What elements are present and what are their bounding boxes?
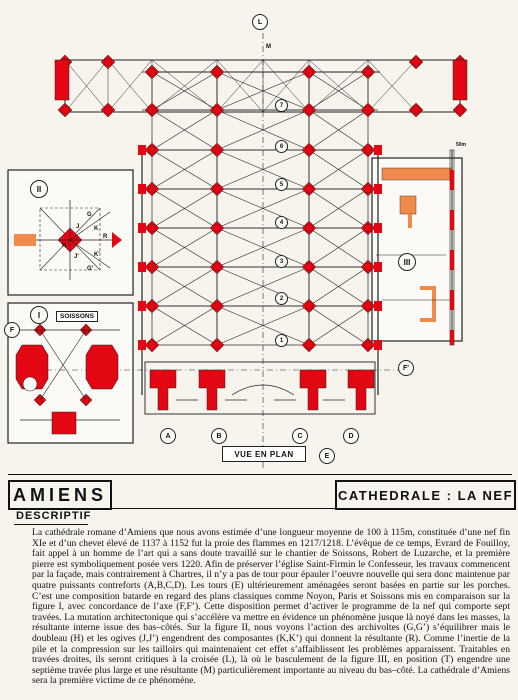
plan-caption: VUE EN PLAN <box>222 446 306 462</box>
fig1-tower-right <box>86 345 118 389</box>
fig3-pier-stem <box>408 214 412 228</box>
side-buttress <box>374 184 382 194</box>
side-buttress <box>374 340 382 350</box>
fig2-letter-R: R <box>103 234 108 240</box>
side-buttress <box>374 262 382 272</box>
buttress-B <box>199 370 225 410</box>
scale-label: 50m <box>456 142 467 148</box>
pillar-core <box>365 69 371 75</box>
buttress-A <box>150 370 176 410</box>
axis-label-M: M <box>266 44 271 50</box>
figure-III-frame <box>372 158 462 341</box>
pillar-core <box>105 107 111 113</box>
axis-label-F: F <box>4 322 20 338</box>
pillar-core <box>306 147 312 153</box>
pillar-core <box>306 225 312 231</box>
figure-II-label: II <box>30 180 48 198</box>
fig2-letter-J-prime: J' <box>74 254 79 260</box>
pillar-core <box>149 186 155 192</box>
buttress-D <box>348 370 374 410</box>
axis-label-D: D <box>343 428 359 444</box>
fig3-pier <box>400 196 416 214</box>
pillar-core <box>306 303 312 309</box>
pillar-core <box>214 186 220 192</box>
pillar-core <box>306 186 312 192</box>
pillar-core <box>306 69 312 75</box>
side-buttress <box>138 223 146 233</box>
fig2-letter-H: H <box>62 243 67 249</box>
figure-III-label: III <box>398 253 416 271</box>
pillar-core <box>214 107 220 113</box>
side-buttress <box>374 301 382 311</box>
fig3-arm-bottom <box>420 318 436 322</box>
pillar-core <box>365 107 371 113</box>
pillar-core <box>413 59 419 65</box>
pillar-core <box>365 342 371 348</box>
side-buttress <box>374 145 382 155</box>
axis-label-C: C <box>292 428 308 444</box>
pillar-core <box>214 342 220 348</box>
pillar-core <box>149 225 155 231</box>
pillar-core <box>149 342 155 348</box>
pillar-core <box>214 147 220 153</box>
transept-buttress-left <box>55 60 69 100</box>
fig2-letter-J: J <box>76 224 80 230</box>
figure-I-label: I <box>30 306 48 324</box>
fig2-letter-G-prime: G' <box>87 266 94 272</box>
fig2-letter-G: G <box>87 212 92 218</box>
divider-bottom <box>8 508 512 509</box>
pillar-core <box>413 107 419 113</box>
description-heading-underline <box>14 524 88 525</box>
bay-number-3: 3 <box>275 255 288 268</box>
page-title: AMIENS <box>8 480 112 510</box>
pillar-core <box>306 342 312 348</box>
description-heading: DESCRIPTIF <box>16 510 92 522</box>
pillar-core <box>62 107 68 113</box>
pillar-core <box>149 69 155 75</box>
transept-buttress-right <box>453 60 467 100</box>
pillar-core <box>365 264 371 270</box>
fig1-portal <box>52 412 76 434</box>
bay-number-6: 6 <box>275 140 288 153</box>
axis-label-B: B <box>211 428 227 444</box>
bay-number-5: 5 <box>275 178 288 191</box>
bay-number-7: 7 <box>275 99 288 112</box>
side-buttress <box>138 145 146 155</box>
side-buttress <box>138 184 146 194</box>
axis-label-F-prime: F' <box>398 360 414 376</box>
pillar-core <box>306 264 312 270</box>
fig3-beam-top <box>382 168 452 180</box>
pillar-core <box>214 303 220 309</box>
pillar-core <box>214 264 220 270</box>
side-buttress <box>138 340 146 350</box>
pillar-core <box>457 107 463 113</box>
buttress-C <box>300 370 326 410</box>
side-buttress <box>138 301 146 311</box>
bay-number-4: 4 <box>275 216 288 229</box>
pillar-core <box>214 225 220 231</box>
page-subtitle: CATHEDRALE : LA NEF <box>335 480 516 510</box>
description-text: La cathédrale romane d’Amiens que nous avons estimée d’une longueur moyenne de 100 à 115m, constituée d’une nef fin XIe et d’un chevet élevé de 1137 à 1152 fut la proie des flammes en 1217/1218. L’évêque de ce temps, Evrard de Fouilloy, fait appel à un homme de l’art qui a sans doute travaillé sur le chantier de Soissons, Robert de Luzarche, et la première pierre est symboliquement posée vers 1220. Afin de préserver l’église Saint-Firmin le Confesseur, les travaux commencent par la façade, mais contrairement à Chartres, il n’y a pas de tour pour épauler l’oeuvre nouvelle qui sera donc maintenue par quatre puissants contreforts (A,B,C,D). Les tours (E) ultérieurement aménagées seront basées en partie sur les porches. C’est une composition batarde en regard des plans classiques comme Noyon, Paris et Soissons mis en comparaison sur la figure I, avec concordance de l’axe (F,F’). Cette disposition permet d’activer le programme de la nef qui comporte sept travées. La mutation architectonique qui s’accélère va mettre en évidence un phénomène jusque là noyé dans les masses, la résultante interne issue des bas–côtés. Sur la figure II, nous voyons l’action des archivoltes (G,G’) s’équilibrer mais le doubleau (H) et les ogives (J,J’) engendrent des composantes (K,K’) qui donnent la résultante (R). Comme l’inertie de la pile et la compression sur les tailloirs qui maintenaient cet effet s’affaiblissent les problèmes apparaissent. Traitables en travées droites, ils seront critiques à la croisée (L), là où le basculement de la figure III, en position (T) engendre une septième travée plus large et une résultante (M) particulièrement importante au niveau du bas–côté. La cathédrale d’Amiens sera la première victime de ce phénomène. <box>32 527 510 687</box>
divider-top <box>8 474 512 475</box>
pillar-core <box>149 147 155 153</box>
side-buttress <box>374 223 382 233</box>
pillar-core <box>149 264 155 270</box>
pillar-core <box>365 303 371 309</box>
pillar-core <box>365 186 371 192</box>
pillar-core <box>365 225 371 231</box>
pillar-core <box>306 107 312 113</box>
fig2-letter-K: K <box>94 226 99 232</box>
axis-label-E: E <box>319 448 335 464</box>
fig3-arm-side <box>432 286 436 322</box>
pillar-core <box>365 147 371 153</box>
pillar-core <box>149 107 155 113</box>
bay-number-2: 2 <box>275 292 288 305</box>
pillar-core <box>149 303 155 309</box>
axis-label-A: A <box>160 428 176 444</box>
fig2-buttress <box>14 234 36 246</box>
bay-number-1: 1 <box>275 334 288 347</box>
fig2-letter-K-prime: K' <box>94 252 100 258</box>
pillar-core <box>214 69 220 75</box>
fig1-stair <box>23 377 37 391</box>
side-buttress <box>138 262 146 272</box>
pillar-core <box>105 59 111 65</box>
soissons-label: SOISSONS <box>56 311 98 322</box>
axis-label-L: L <box>252 14 268 30</box>
